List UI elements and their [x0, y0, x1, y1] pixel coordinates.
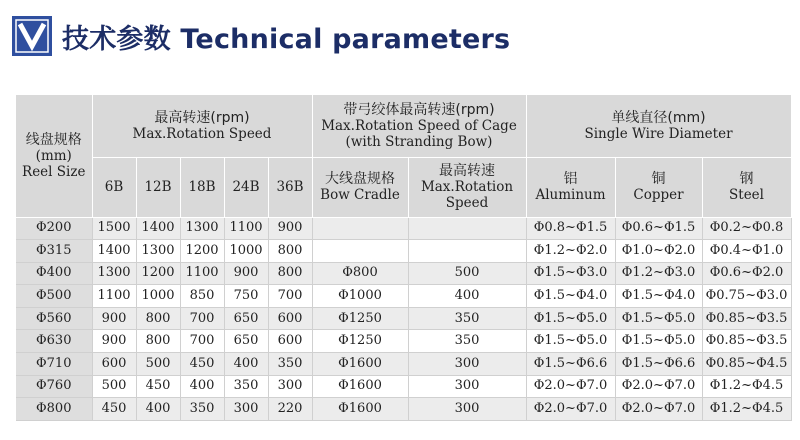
cell-speed-36b: 350: [268, 353, 312, 376]
cell-speed-12b: 1000: [136, 285, 180, 308]
cell-reel-size: Φ315: [16, 240, 92, 263]
cell-speed-12b: 1300: [136, 240, 180, 263]
table-row: [16, 285, 791, 308]
header-max-rotation-speed: 最高转速(rpm) Max.Rotation Speed: [92, 95, 312, 157]
header-cage-rotation-speed: 带弓绞体最高转速(rpm) Max.Rotation Speed of Cage (with Stranding Bow): [312, 95, 526, 157]
cell-steel-diameter: Φ0.2~Φ0.8: [702, 217, 791, 240]
cell-copper-diameter: Φ1.0~Φ2.0: [615, 240, 702, 263]
cell-speed-36b: 600: [268, 330, 312, 353]
cell-speed-24b: 300: [224, 398, 268, 421]
cell-reel-size: Φ710: [16, 353, 92, 376]
cell-speed-24b: 650: [224, 307, 268, 330]
cell-speed-18b: 350: [180, 398, 224, 421]
cell-copper-diameter: Φ1.5~Φ5.0: [615, 307, 702, 330]
cell-copper-diameter: Φ2.0~Φ7.0: [615, 398, 702, 421]
cell-copper-diameter: Φ1.5~Φ4.0: [615, 285, 702, 308]
cell-speed-6b: 1400: [92, 240, 136, 263]
header-single-wire-diameter: 单线直径(mm) Single Wire Diameter: [526, 95, 791, 157]
cell-reel-size: Φ630: [16, 330, 92, 353]
table-row: [16, 307, 791, 330]
cell-aluminum-diameter: Φ1.5~Φ6.6: [526, 353, 615, 376]
cell-steel-diameter: Φ0.75~Φ3.0: [702, 285, 791, 308]
cell-steel-diameter: Φ0.85~Φ3.5: [702, 330, 791, 353]
header-steel: 钢 Steel: [702, 157, 791, 217]
technical-parameters-table: [16, 95, 792, 421]
cell-steel-diameter: Φ1.2~Φ4.5: [702, 398, 791, 421]
cell-speed-24b: 900: [224, 262, 268, 285]
cell-speed-12b: 800: [136, 307, 180, 330]
page-title: 技术参数 Technical parameters: [62, 23, 511, 55]
cell-speed-36b: 600: [268, 307, 312, 330]
cell-speed-12b: 1400: [136, 217, 180, 240]
cell-bow-cradle: Φ1000: [312, 285, 408, 308]
header-24b: 24B: [224, 157, 268, 217]
cell-speed-36b: 700: [268, 285, 312, 308]
cell-steel-diameter: Φ0.85~Φ3.5: [702, 307, 791, 330]
cell-speed-36b: 800: [268, 262, 312, 285]
cell-steel-diameter: Φ1.2~Φ4.5: [702, 375, 791, 398]
technical-parameters-table-wrap: [16, 95, 791, 421]
table-row: [16, 240, 791, 263]
cell-speed-24b: 1100: [224, 217, 268, 240]
header-bow-cradle: 大线盘规格 Bow Cradle: [312, 157, 408, 217]
cell-bow-cradle: Φ1600: [312, 375, 408, 398]
cell-speed-24b: 350: [224, 375, 268, 398]
cell-aluminum-diameter: Φ1.5~Φ5.0: [526, 330, 615, 353]
cell-bow-speed: [408, 217, 526, 240]
cell-speed-24b: 1000: [224, 240, 268, 263]
cell-reel-size: Φ500: [16, 285, 92, 308]
table-row: [16, 330, 791, 353]
brand-logo-icon: [12, 16, 52, 56]
cell-reel-size: Φ400: [16, 262, 92, 285]
cell-speed-6b: 900: [92, 307, 136, 330]
cell-reel-size: Φ760: [16, 375, 92, 398]
cell-copper-diameter: Φ1.2~Φ3.0: [615, 262, 702, 285]
cell-speed-36b: 300: [268, 375, 312, 398]
cell-copper-diameter: Φ0.6~Φ1.5: [615, 217, 702, 240]
table-row: [16, 217, 791, 240]
cell-speed-6b: 1100: [92, 285, 136, 308]
header-36b: 36B: [268, 157, 312, 217]
cell-reel-size: Φ200: [16, 217, 92, 240]
table-row: [16, 353, 791, 376]
header-row-groups: [16, 95, 791, 157]
cell-speed-18b: 1200: [180, 240, 224, 263]
header-aluminum: 铝 Aluminum: [526, 157, 615, 217]
cell-speed-24b: 400: [224, 353, 268, 376]
cell-aluminum-diameter: Φ2.0~Φ7.0: [526, 398, 615, 421]
cell-speed-12b: 800: [136, 330, 180, 353]
cell-bow-cradle: [312, 240, 408, 263]
cell-bow-speed: 300: [408, 353, 526, 376]
cell-bow-speed: [408, 240, 526, 263]
cell-speed-24b: 750: [224, 285, 268, 308]
cell-bow-speed: 350: [408, 307, 526, 330]
cell-steel-diameter: Φ0.85~Φ4.5: [702, 353, 791, 376]
cell-bow-speed: 500: [408, 262, 526, 285]
cell-speed-12b: 500: [136, 353, 180, 376]
header-reel-size: 线盘规格 (mm) Reel Size: [16, 95, 92, 217]
table-row: [16, 398, 791, 421]
header-row-sub: [16, 157, 791, 217]
cell-speed-6b: 600: [92, 353, 136, 376]
cell-aluminum-diameter: Φ1.2~Φ2.0: [526, 240, 615, 263]
cell-speed-12b: 1200: [136, 262, 180, 285]
cell-bow-cradle: Φ1250: [312, 307, 408, 330]
cell-aluminum-diameter: Φ1.5~Φ5.0: [526, 307, 615, 330]
cell-speed-36b: 800: [268, 240, 312, 263]
cell-speed-12b: 400: [136, 398, 180, 421]
cell-reel-size: Φ800: [16, 398, 92, 421]
cell-speed-18b: 700: [180, 307, 224, 330]
header-copper: 铜 Copper: [615, 157, 702, 217]
cell-bow-speed: 400: [408, 285, 526, 308]
cell-copper-diameter: Φ1.5~Φ6.6: [615, 353, 702, 376]
cell-speed-18b: 1300: [180, 217, 224, 240]
cell-bow-speed: 300: [408, 398, 526, 421]
cell-speed-18b: 400: [180, 375, 224, 398]
header-6b: 6B: [92, 157, 136, 217]
cell-speed-18b: 700: [180, 330, 224, 353]
cell-speed-6b: 500: [92, 375, 136, 398]
cell-speed-36b: 900: [268, 217, 312, 240]
cell-speed-18b: 450: [180, 353, 224, 376]
cell-bow-cradle: [312, 217, 408, 240]
cell-bow-cradle: Φ1600: [312, 353, 408, 376]
cell-bow-speed: 300: [408, 375, 526, 398]
cell-bow-cradle: Φ1250: [312, 330, 408, 353]
header-18b: 18B: [180, 157, 224, 217]
cell-speed-24b: 650: [224, 330, 268, 353]
cell-bow-speed: 350: [408, 330, 526, 353]
cell-steel-diameter: Φ0.6~Φ2.0: [702, 262, 791, 285]
table-row: [16, 375, 791, 398]
cell-aluminum-diameter: Φ1.5~Φ4.0: [526, 285, 615, 308]
cell-speed-6b: 1300: [92, 262, 136, 285]
cell-bow-cradle: Φ1600: [312, 398, 408, 421]
cell-speed-6b: 900: [92, 330, 136, 353]
header-bow-speed: 最高转速 Max.Rotation Speed: [408, 157, 526, 217]
title-bar: [12, 14, 510, 58]
cell-speed-36b: 220: [268, 398, 312, 421]
cell-aluminum-diameter: Φ0.8~Φ1.5: [526, 217, 615, 240]
cell-speed-12b: 450: [136, 375, 180, 398]
cell-reel-size: Φ560: [16, 307, 92, 330]
cell-aluminum-diameter: Φ2.0~Φ7.0: [526, 375, 615, 398]
cell-speed-18b: 850: [180, 285, 224, 308]
header-12b: 12B: [136, 157, 180, 217]
cell-speed-18b: 1100: [180, 262, 224, 285]
cell-speed-6b: 450: [92, 398, 136, 421]
cell-bow-cradle: Φ800: [312, 262, 408, 285]
cell-copper-diameter: Φ2.0~Φ7.0: [615, 375, 702, 398]
cell-aluminum-diameter: Φ1.5~Φ3.0: [526, 262, 615, 285]
cell-speed-6b: 1500: [92, 217, 136, 240]
cell-copper-diameter: Φ1.5~Φ5.0: [615, 330, 702, 353]
table-row: [16, 262, 791, 285]
table-body: [16, 217, 791, 420]
cell-steel-diameter: Φ0.4~Φ1.0: [702, 240, 791, 263]
